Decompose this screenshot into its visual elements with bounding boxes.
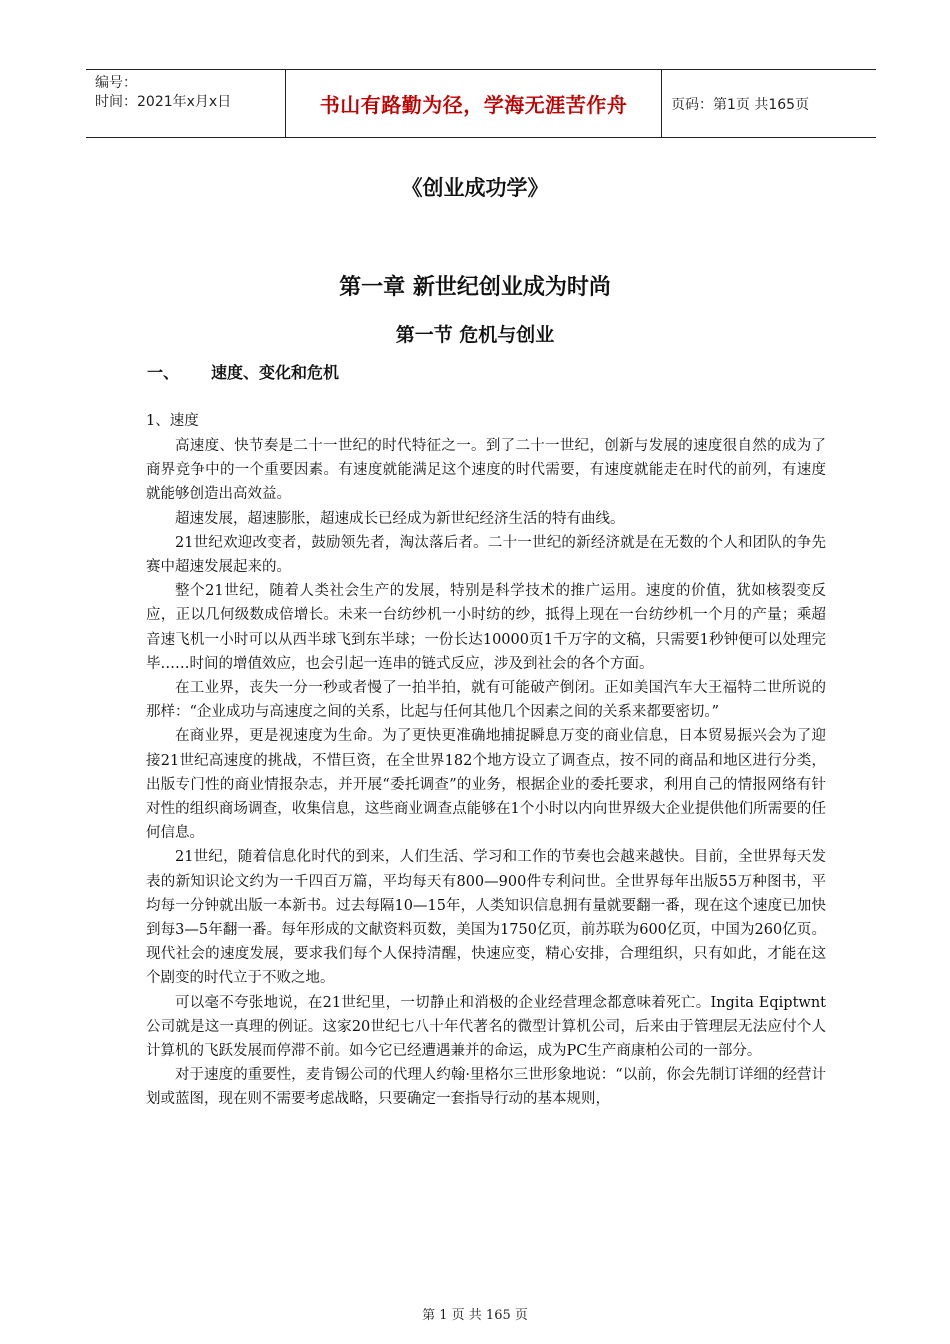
page-footer: 第 1 页 共 165 页 (422, 1308, 528, 1323)
subsection-heading (147, 360, 339, 383)
motto: 书山有路勤为径，学海无涯苦作舟 (286, 70, 662, 137)
number-label: 编号： (95, 75, 137, 91)
paragraph: 21世纪，随着信息化时代的到来，人们生活、学习和工作的节奏也会越来越快。目前，全世界每天发表的新知识论文约为一千四百万篇，平均每天有800—900件专利问世。全世界每年出版55万种图书，平均每一分钟就出版一本新书。过去每隔10—15年，人类知识信息拥有量就要翻一番，现在这个速度已加快到每3—5年翻一番。每年形成的文献资料页数，美国为1750亿页，前苏联为600亿页，中国为260亿页。现代社会的速度发展，要求我们每个人保持清醒，快速应变，精心安排，合理组织，只有如此，才能在这个剧变的时代立于不败之地。 (146, 849, 826, 987)
paragraph: 在商业界，更是视速度为生命。为了更快更准确地捕捉瞬息万变的商业信息，日本贸易振兴会为了迎接21世纪高速度的挑战，不惜巨资，在全世界182个地方设立了调查点，按不同的商品和地区进行分类，出版专门性的商业情报杂志，并开展“委托调查”的业务，根据企业的委托要求，利用自己的情报网络有针对性的组织商场调查，收集信息，这些商业调查点能够在1个小时以内向世界级大企业提供他们所需要的任何信息。 (146, 728, 826, 842)
body-text (146, 409, 826, 1112)
subsection-number: 一、 (147, 363, 180, 382)
date-label: 时间：2021年x月x日 (95, 94, 232, 110)
book-title: 《创业成功学》 (401, 176, 549, 200)
section-title: 第一节 危机与创业 (395, 324, 555, 346)
chapter-title: 第一章 新世纪创业成为时尚 (339, 275, 611, 300)
header-table (86, 69, 876, 138)
paragraph: 整个21世纪，随着人类社会生产的发展，特别是科学技术的推广运用。速度的价值，犹如核裂变反应，正以几何级数成倍增长。未来一台纺纱机一小时纺的纱，抵得上现在一台纺纱机一个月的产量；乘超音速飞机一小时可以从西半球飞到东半球；一份长达10000页1千万字的文稿，只需要1秒钟便可以处理完毕……时间的增值效应，也会引起一连串的链式反应，涉及到社会的各个方面。 (146, 583, 826, 672)
item-label: 1、速度 (146, 413, 199, 429)
page-info: 页码：第1页 共165页 (671, 96, 810, 113)
paragraph: 可以毫不夸张地说，在21世纪里，一切静止和消极的企业经营理念都意味着死亡。Ingita Eqiptwnt公司就是这一真理的例证。这家20世纪七八十年代著名的微型计算机公司，后来由于管理层无法应付个人计算机的飞跃发展而停滞不前。如今它已经遭遇兼并的命运，成为PC生产商康柏公司的一部分。 (146, 994, 826, 1060)
paragraph: 在工业界，丧失一分一秒或者慢了一拍半拍，就有可能破产倒闭。正如美国汽车大王福特二世所说的那样：“企业成功与高速度之间的关系，比起与任何其他几个因素之间的关系来都要密切。” (146, 680, 826, 721)
paragraph: 21世纪欢迎改变者，鼓励领先者，淘汰落后者。二十一世纪的新经济就是在无数的个人和团队的争先赛中超速发展起来的。 (146, 534, 826, 576)
paragraph: 高速度、快节奏是二十一世纪的时代特征之一。到了二十一世纪，创新与发展的速度很自然的成为了商界竞争中的一个重要因素。有速度就能满足这个速度的时代需要，有速度就能走在时代的前列，有速度就能够创造出高效益。 (146, 438, 826, 503)
subsection-title: 速度、变化和危机 (211, 363, 340, 382)
paragraph: 对于速度的重要性，麦肯锡公司的代理人约翰·里格尔三世形象地说：“以前，你会先制订详细的经营计划或蓝图，现在则不需要考虑战略，只要确定一套指导行动的基本规则， (146, 1067, 826, 1108)
header-meta-cell (86, 70, 286, 137)
paragraph: 超速发展，超速膨胀，超速成长已经成为新世纪经济生活的特有曲线。 (175, 510, 625, 527)
